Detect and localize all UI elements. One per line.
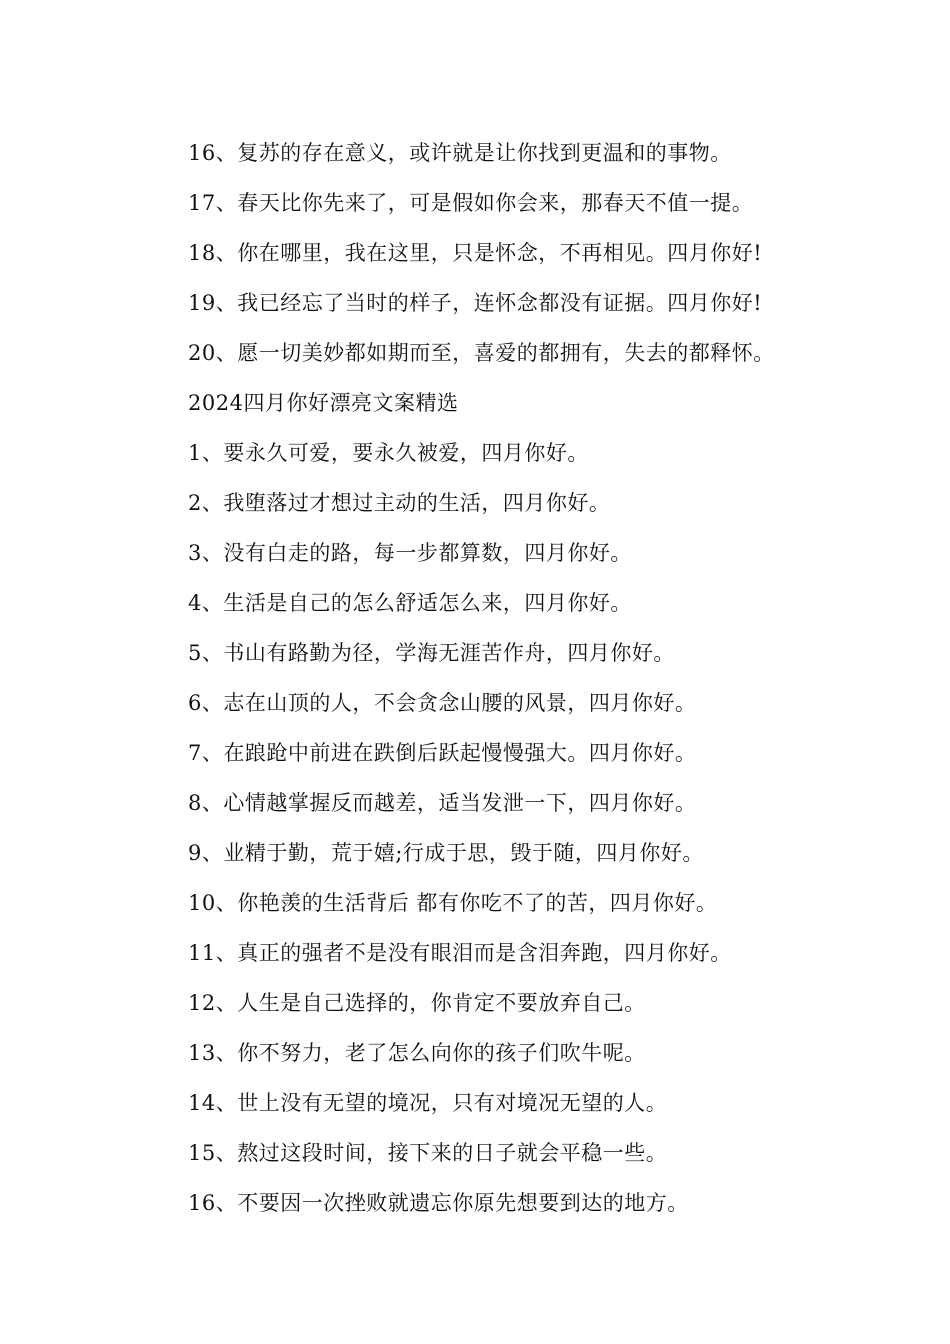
quote-line: 15、熬过这段时间，接下来的日子就会平稳一些。: [188, 1141, 668, 1165]
document-body: [188, 128, 888, 1228]
quote-line: 19、我已经忘了当时的样子，连怀念都没有证据。四月你好!: [188, 291, 763, 315]
quote-line: 18、你在哪里，我在这里，只是怀念，不再相见。四月你好!: [188, 241, 763, 265]
quote-line: 20、愿一切美妙都如期而至，喜爱的都拥有，失去的都释怀。: [188, 341, 775, 365]
quote-line: 9、业精于勤，荒于嬉;行成于思，毁于随，四月你好。: [188, 841, 704, 865]
quote-line: 17、春天比你先来了，可是假如你会来，那春天不值一提。: [188, 191, 754, 215]
quote-line: 6、志在山顶的人，不会贪念山腰的风景，四月你好。: [188, 691, 697, 715]
quote-line: 10、你艳羡的生活背后 都有你吃不了的苦，四月你好。: [188, 891, 718, 915]
quote-line: 2、我堕落过才想过主动的生活，四月你好。: [188, 491, 611, 515]
section-heading: 2024四月你好漂亮文案精选: [188, 391, 459, 415]
quote-line: 14、世上没有无望的境况，只有对境况无望的人。: [188, 1091, 668, 1115]
quote-line: 1、要永久可爱，要永久被爱，四月你好。: [188, 441, 589, 465]
quote-line: 5、书山有路勤为径，学海无涯苦作舟，四月你好。: [188, 641, 675, 665]
quote-line: 3、没有白走的路，每一步都算数，四月你好。: [188, 541, 632, 565]
quote-line: 16、复苏的存在意义，或许就是让你找到更温和的事物。: [188, 141, 732, 165]
quote-line: 16、不要因一次挫败就遗忘你原先想要到达的地方。: [188, 1191, 689, 1215]
quote-line: 11、真正的强者不是没有眼泪而是含泪奔跑，四月你好。: [188, 941, 732, 965]
quote-line: 7、在踉跄中前进在跌倒后跃起慢慢强大。四月你好。: [188, 741, 697, 765]
quote-line: 12、人生是自己选择的，你肯定不要放弃自己。: [188, 991, 646, 1015]
quote-line: 8、心情越掌握反而越差，适当发泄一下，四月你好。: [188, 791, 697, 815]
quote-line: 13、你不努力，老了怎么向你的孩子们吹牛呢。: [188, 1041, 646, 1065]
quote-line: 4、生活是自己的怎么舒适怎么来，四月你好。: [188, 591, 632, 615]
